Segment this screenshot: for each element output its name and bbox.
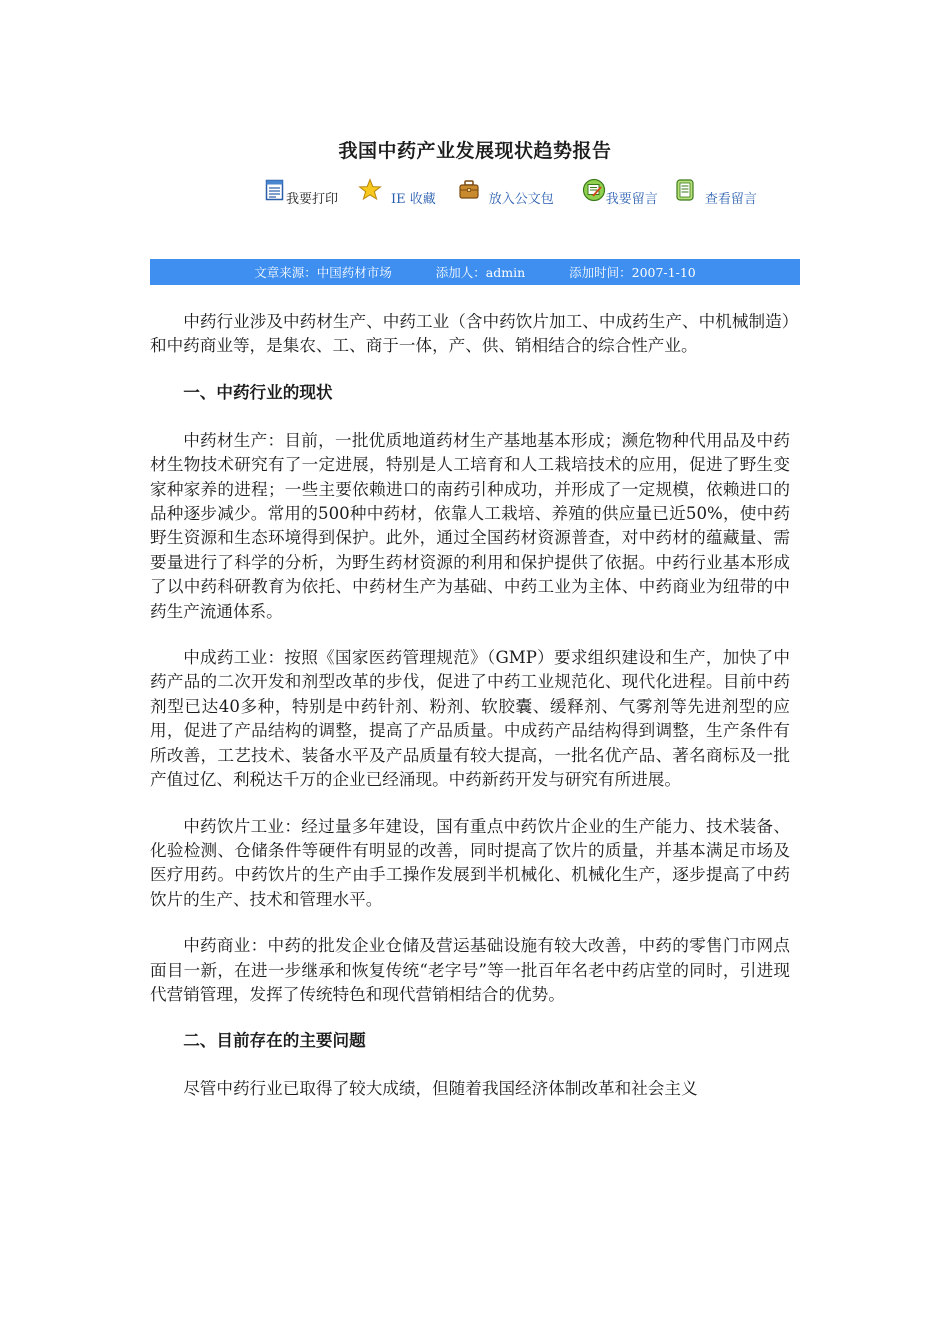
section-heading-problems: 二、目前存在的主要问题 bbox=[183, 1031, 366, 1051]
article-meta-bar bbox=[150, 259, 800, 285]
patent-medicine-paragraph: 中成药工业：按照《国家医药管理规范》（GMP）要求组织建设和生产，加快了中药产品的二次开发和剂型改革的步伐，促进了中药工业规范化、现代化进程。目前中药剂型已达40多种，特别是中药针剂、粉剂、软胶囊、缓释剂、气雾剂等先进剂型的应用，促进了产品结构的调整，提高了产品质量。中成药产品结构得到调整，生产条件有所改善，工艺技术、装备水平及产品质量有较大提高，一批名优产品、著名商标及一批产值过亿、利税达千万的企业已经涌现。中药新药开发与研究有所进展。 bbox=[150, 648, 790, 790]
favorite-label: IE 收藏 bbox=[391, 191, 436, 207]
favorite-button[interactable] bbox=[358, 178, 436, 207]
article-body bbox=[150, 310, 790, 1124]
commerce-paragraph: 中药商业：中药的批发企业仓储及营运基础设施有较大改善，中药的零售门市网点面目一新，在进一步继承和恢复传统“老字号”等一批百年名老中药店堂的同时，引进现代营销管理，发挥了传统特色和现代营销相结合的优势。 bbox=[150, 936, 790, 1004]
briefcase-icon bbox=[458, 179, 480, 205]
star-icon bbox=[358, 178, 382, 206]
print-label: 我要打印 bbox=[286, 191, 339, 207]
leave-comment-button[interactable] bbox=[582, 178, 658, 207]
article-title: 我国中药产业发展现状趋势报告 bbox=[338, 140, 612, 162]
briefcase-button[interactable] bbox=[458, 178, 554, 207]
problems-paragraph: 尽管中药行业已取得了较大成绩，但随着我国经济体制改革和社会主义 bbox=[183, 1079, 698, 1099]
materials-paragraph: 中药材生产：目前，一批优质地道药材生产基地基本形成；濒危物种代用品及中药材生物技术研究有了一定进展，特别是人工培育和人工栽培技术的应用，促进了野生变家种家养的进程；一些主要依赖进口的南药引种成功，并形成了一定规模，依赖进口的品种逐步减少。常用的500种中药材，依靠人工栽培、养殖的供应量已近50%，使中药野生资源和生态环境得到保护。此外，通过全国药材资源普查，对中药材的蕴藏量、需要量进行了科学的分析，为野生药材资源的利用和保护提供了依据。中药行业基本形成了以中药科研教育为依托、中药材生产为基础、中药工业为主体、中药商业为纽带的中药生产流通体系。 bbox=[150, 430, 790, 621]
print-button[interactable] bbox=[265, 178, 338, 207]
notepad-icon bbox=[673, 178, 697, 206]
section-heading-status: 一、中药行业的现状 bbox=[183, 382, 333, 402]
leave-comment-label: 我要留言 bbox=[605, 191, 658, 207]
comment-edit-icon bbox=[582, 178, 606, 206]
meta-author: 添加人：admin bbox=[435, 265, 526, 280]
briefcase-label: 放入公文包 bbox=[488, 191, 554, 207]
view-comments-label: 查看留言 bbox=[704, 191, 757, 207]
article-toolbar bbox=[265, 176, 757, 208]
view-comments-button[interactable] bbox=[673, 178, 757, 207]
intro-paragraph: 中药行业涉及中药材生产、中药工业（含中药饮片加工、中成药生产、中机械制造）和中药商业等，是集农、工、商于一体，产、供、销相结合的综合性产业。 bbox=[150, 312, 790, 356]
meta-time: 添加时间：2007-1-10 bbox=[569, 265, 696, 280]
decoction-pieces-paragraph: 中药饮片工业：经过量多年建设，国有重点中药饮片企业的生产能力、技术装备、化验检测、仓储条件等硬件有明显的改善，同时提高了饮片的质量，并基本满足市场及医疗用药。中药饮片的生产由手工操作发展到半机械化、机械化生产，逐步提高了中药饮片的生产、技术和管理水平。 bbox=[150, 816, 790, 909]
document-print-icon bbox=[265, 179, 286, 205]
meta-source: 文章来源：中国药材市场 bbox=[254, 265, 392, 280]
